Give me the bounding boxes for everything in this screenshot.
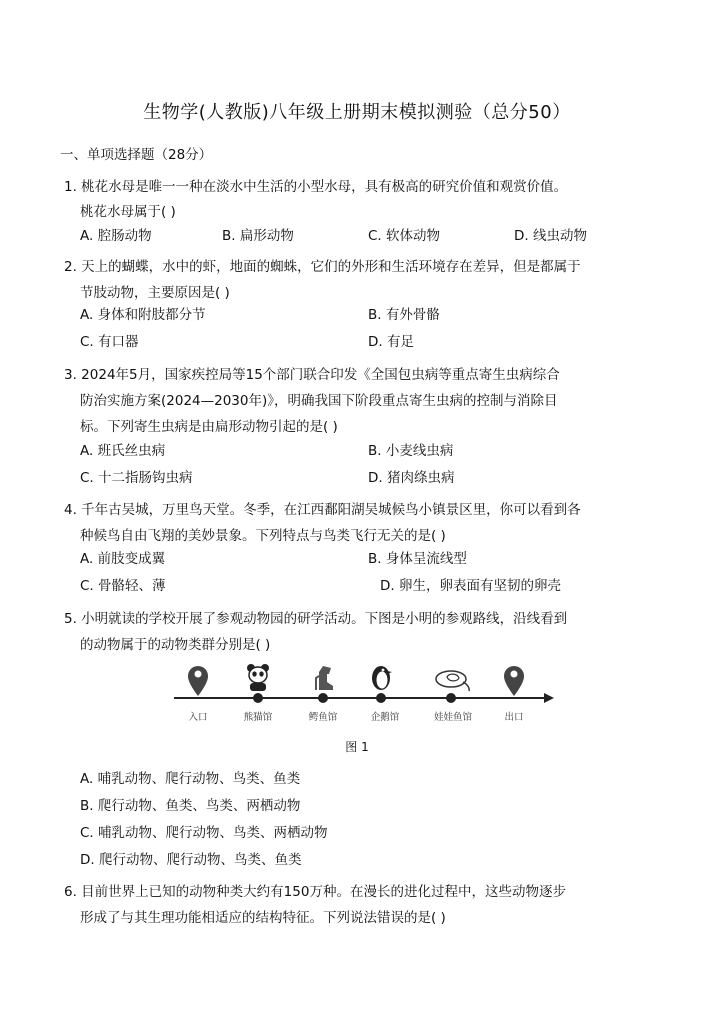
section-heading: 一、单项选择题（28分） — [60, 147, 213, 163]
q4-option-a: A. 前肢变成翼 — [80, 551, 166, 567]
route-label-crocodile: 鳄鱼馆 — [308, 712, 338, 723]
q1-option-c: C. 软体动物 — [368, 228, 441, 244]
q2-option-c: C. 有口器 — [80, 334, 139, 350]
q5-stem-line1: 5. 小明就读的学校开展了参观动物园的研学活动。下图是小明的参观路线，沿线看到 — [64, 611, 568, 627]
entrance-pin-icon — [188, 666, 208, 696]
page-title: 生物学(人教版)八年级上册期末模拟测验（总分50） — [143, 102, 571, 123]
route-label-penguin: 企鹅馆 — [370, 712, 400, 723]
q5-option-d: D. 爬行动物、爬行动物、鸟类、鱼类 — [80, 852, 302, 868]
route-label-panda: 熊猫馆 — [243, 712, 273, 723]
route-label-entrance: 入口 — [188, 712, 208, 723]
q3-option-c: C. 十二指肠钩虫病 — [80, 470, 193, 486]
q1-option-a: A. 腔肠动物 — [80, 228, 152, 244]
q5-stem-line2: 的动物属于的动物类群分别是( ) — [80, 637, 271, 653]
q1-option-b: B. 扁形动物 — [222, 228, 294, 244]
q3-option-b: B. 小麦线虫病 — [368, 443, 454, 459]
q6-stem-line1: 6. 目前世界上已知的动物种类大约有150万种。在漫长的进化过程中，这些动物逐步 — [64, 884, 566, 900]
q1-stem-line1: 1. 桃花水母是唯一一种在淡水中生活的小型水母，具有极高的研究价值和观赏价值。 — [64, 179, 568, 195]
penguin-icon — [372, 666, 392, 690]
route-stop-dot — [376, 693, 386, 703]
q2-option-b: B. 有外骨骼 — [368, 307, 440, 323]
route-label-salamander: 娃娃鱼馆 — [433, 712, 473, 723]
q4-option-c: C. 骨骼轻、薄 — [80, 578, 166, 594]
q1-option-d: D. 线虫动物 — [514, 228, 587, 244]
salamander-icon — [436, 671, 469, 691]
crocodile-icon — [316, 666, 333, 690]
route-label-exit: 出口 — [504, 712, 524, 723]
q3-option-a: A. 班氏丝虫病 — [80, 443, 166, 459]
route-figure — [160, 658, 560, 738]
q5-option-c: C. 哺乳动物、爬行动物、鸟类、两栖动物 — [80, 825, 328, 841]
q3-stem-line2: 防治实施方案(2024—2030年)》，明确我国下阶段重点寄生虫病的控制与消除目 — [80, 393, 558, 409]
q3-stem-line3: 标。下列寄生虫病是由扁形动物引起的是( ) — [80, 419, 338, 435]
q4-option-b: B. 身体呈流线型 — [368, 551, 467, 567]
figure-caption: 图 1 — [345, 740, 369, 754]
route-stop-dot — [446, 693, 456, 703]
q3-stem-line1: 3. 2024年5月，国家疾控局等15个部门联合印发《全国包虫病等重点寄生虫病综合 — [64, 367, 560, 383]
q5-option-a: A. 哺乳动物、爬行动物、鸟类、鱼类 — [80, 771, 301, 787]
panda-icon — [247, 664, 269, 691]
q2-option-a: A. 身体和附肢都分节 — [80, 307, 206, 323]
q3-option-d: D. 猪肉绦虫病 — [368, 470, 455, 486]
q4-option-d: D. 卵生，卵表面有坚韧的卵壳 — [380, 578, 561, 594]
q4-stem-line1: 4. 千年古吴城，万里鸟天堂。冬季，在江西鄱阳湖吴城候鸟小镇景区里，你可以看到各 — [64, 502, 581, 518]
q2-stem-line1: 2. 天上的蝴蝶，水中的虾，地面的蜘蛛，它们的外形和生活环境存在差异，但是都属于 — [64, 259, 581, 275]
q1-stem-line2: 桃花水母属于( ) — [80, 204, 176, 220]
route-stop-dot — [253, 693, 263, 703]
q6-stem-line2: 形成了与其生理功能相适应的结构特征。下列说法错误的是( ) — [80, 910, 446, 926]
q2-option-d: D. 有足 — [368, 334, 414, 350]
route-stop-dot — [318, 693, 328, 703]
exit-pin-icon — [504, 666, 524, 696]
q5-option-b: B. 爬行动物、鱼类、鸟类、两栖动物 — [80, 798, 301, 814]
route-arrow-head — [544, 693, 554, 703]
q4-stem-line2: 种候鸟自由飞翔的美妙景象。下列特点与鸟类飞行无关的是( ) — [80, 528, 446, 544]
q2-stem-line2: 节肢动物，主要原因是( ) — [80, 285, 230, 301]
